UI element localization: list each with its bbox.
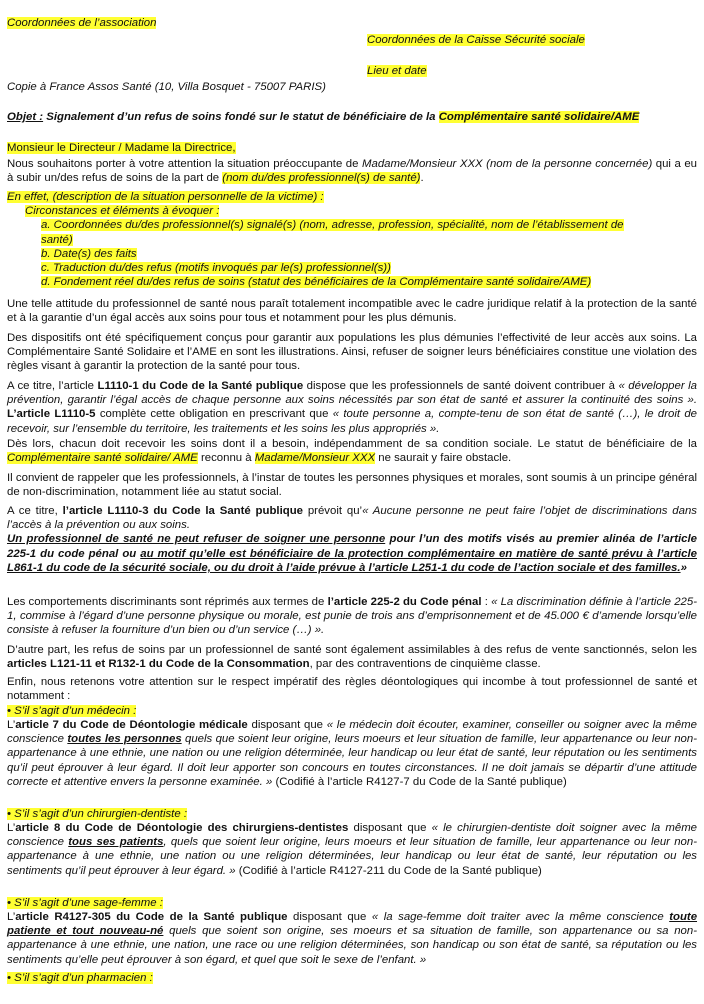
doctor-paragraph (7, 718, 697, 789)
association-coordinates (7, 16, 697, 30)
intro-text-f: . (420, 172, 424, 185)
dentist-quote-emphasis: tous ses patients (68, 836, 164, 849)
professional-name-placeholder: (nom du/des professionnel(s) de santé) (222, 172, 421, 185)
consumption-code-paragraph (7, 643, 697, 671)
p7-article-ref: l’article L1110-3 du Code la Santé publique (62, 505, 304, 517)
social-condition-paragraph (7, 437, 697, 465)
p4-text-c: dispose que les professionnels de santé doivent contribuer à (303, 380, 619, 392)
caisse-coordinates (367, 33, 585, 47)
dentist-text-a: L’ (7, 822, 16, 834)
midwife-bullet (7, 896, 697, 910)
doctor-text-c: disposant que (247, 719, 327, 731)
subject-label: Objet : (7, 111, 44, 123)
doctor-bullet (7, 704, 697, 718)
doctor-quote-a: « le médecin doit écouter, examiner, conseiller ou soigner avec la même conscience (7, 719, 697, 746)
p7-bold-text: pour l’un des motifs visés au premier alinéa de l’article 225-1 du code pénal ou (7, 533, 697, 560)
place-and-date (367, 64, 427, 78)
dentist-quote-b: , quels que soient leur origine, leurs moeurs et leur situation de famille, leur appartenance ou leur non-appartenance à une ethnie, une nation ou une religion déterminées, leur handicap ou leur état de santé, leur réputation ou les sentiments qu’il peut éprouver à leur égard. » (7, 836, 697, 877)
dentist-quote-a: « le chirurgien-dentiste doit soigner avec la même conscience (7, 822, 698, 849)
deontology-intro: Enfin, nous retenons votre attention sur le respect impératif des règles déontologiques qui incombe à tout professionnel de santé et notamment : (7, 676, 697, 703)
list-item-d: d. Fondement réel du/des refus de soins (statut des bénéficiaires de la Complémentaire santé solidaire/AME) (41, 276, 592, 289)
midwife-text-a: L’ (7, 911, 16, 923)
p8-quote: « La discrimination définie à l’article 225-1, commise à l’égard d’une personne physique ou morale, est punie de trois ans d’emprisonnement et de 45.000 € d’amende lorsqu’elle consiste à refuser la fourniture d’un bien ou d’un service (…) ». (7, 596, 697, 637)
subject-text: Signalement d’un refus de soins fondé sur le statut de bénéficiaire de la (43, 111, 439, 123)
salutation-text: Monsieur le Directeur / Madame la Directrice, (7, 142, 236, 154)
list-item-a-cont: santé) (41, 233, 73, 246)
p7-text-c: prévoit qu’ (303, 505, 363, 517)
subject-highlight: Complémentaire santé solidaire/AME (438, 111, 640, 123)
p5-text-c: reconnu à (197, 452, 255, 465)
p7-quote: « Aucune personne ne peut faire l’objet de discriminations dans l’accès à la prévention ou aux soins. (7, 505, 697, 532)
devices-paragraph: Des dispositifs ont été spécifiquement conçus pour garantir aux populations les plus démunies l’effectivité de leur accès aux soins. La Complémentaire Santé Solidaire et l’AME en sont les illustrations. Ainsi, refuser de soigner leurs bénéficiaires constitue une violation des règles visant à garantir la protection de la santé pour tous. (7, 332, 697, 373)
situation-block (7, 190, 697, 289)
article-l1110-paragraph (7, 379, 697, 436)
dentist-bullet-label: • S’il s’agit d’un chirurgien-dentiste : (7, 808, 187, 820)
p4-quote-2: « toute personne a, compte-tenu de son état de santé (…), le droit de recevoir, sur l’ensemble du territoire, les traitements et les soins les plus appropriés ». (7, 408, 698, 435)
article-l1110-3-paragraph (7, 504, 697, 575)
dentist-codification: (Codifié à l’article R4127-211 du Code de la Santé publique) (235, 864, 542, 877)
copy-recipient: Copie à France Assos Santé (10, Villa Bosquet - 75007 PARIS) (7, 81, 326, 93)
circumstances-heading: Circonstances et éléments à évoquer : (25, 205, 220, 218)
dentist-text-c: disposant que (348, 822, 432, 834)
doctor-codification: (Codifié à l’article R4127-7 du Code de la Santé publique) (272, 775, 567, 788)
p7-text-a: A ce titre, (7, 505, 63, 517)
p4-text-a: A ce titre, l’article (7, 380, 98, 392)
non-discrimination-paragraph: Il convient de rappeler que les professionnels, à l’instar de toutes les personnes physiques et morales, sont soumis à un principe général de non-discrimination, notamment liée au statut social. (7, 472, 697, 499)
doctor-quote-emphasis: toutes les personnes (67, 733, 182, 746)
doctor-bullet-label: • S’il s’agit d’un médecin : (7, 705, 137, 717)
situation-description: En effet, (description de la situation personnelle de la victime) : (7, 191, 324, 203)
intro-text-d: qui a eu à subir un/des refus de soins de la part de (7, 158, 698, 185)
p5-text-e: ne saurait y faire obstacle. (375, 452, 512, 465)
doctor-article-ref: article 7 du Code de Déontologie médicale (15, 719, 248, 731)
midwife-text-c: disposant que (287, 911, 372, 923)
midwife-paragraph (7, 910, 697, 967)
p4-text-f: complète cette obligation en prescrivant que (95, 408, 333, 421)
p8-article-ref: l’article 225-2 du Code pénal (327, 596, 482, 608)
pharmacist-bullet-label: • S’il s’agit d’un pharmacien : (7, 972, 153, 984)
p8-text-a: Les comportements discriminants sont réprimés aux termes de (7, 596, 328, 608)
pharmacist-bullet (7, 971, 697, 985)
place-date-placeholder: Lieu et date (367, 65, 427, 77)
midwife-quote-a: « la sage-femme doit traiter avec la même conscience (371, 911, 670, 923)
p5-text-a: Dès lors, chacun doit recevoir les soins dont il a besoin, indépendamment de sa condition sociale. Le statut de bénéficiaire de la (7, 438, 697, 450)
p4-article-ref: L1110-1 du Code de la Santé publique (97, 380, 304, 392)
midwife-quote-b: quels que soient son origine, ses moeurs et sa situation de famille, son appartenance ou sa non-appartenance à une ethnie, une nation, une race ou une religion déterminées, son handicap ou son état de santé, sa réputation ou les sentiments qu’elle peut éprouver à son égard, et quel que soit le sexe de l’enfant. » (7, 925, 698, 966)
caisse-placeholder: Coordonnées de la Caisse Sécurité sociale (367, 34, 585, 46)
p4-article-ref-2: L’article L1110-5 (7, 408, 96, 421)
list-item-c: c. Traduction du/des refus (motifs invoqués par le(s) professionnel(s)) (41, 262, 391, 275)
p5-highlight-name: Madame/Monsieur XXX (254, 452, 376, 465)
association-placeholder: Coordonnées de l’association (7, 17, 157, 29)
doctor-text-a: L’ (7, 719, 16, 731)
p5-highlight-status: Complémentaire santé solidaire/ AME (7, 452, 198, 465)
p8-text-c: : (481, 596, 492, 608)
midwife-quote-emphasis: toute patiente et tout nouveau-né (7, 911, 698, 938)
intro-paragraph (7, 157, 697, 185)
list-item-a: a. Coordonnées du/des professionnel(s) signalé(s) (nom, adresse, profession, spécialité, nom de l’établissement de (41, 219, 624, 232)
dentist-bullet (7, 807, 697, 821)
p9-text-c: , par des contraventions de cinquième classe. (309, 658, 541, 671)
subject-line (7, 110, 697, 124)
p9-article-ref: articles L121-11 et R132-1 du Code de la Consommation (7, 658, 310, 671)
midwife-bullet-label: • S’il s’agit d’une sage-femme : (7, 897, 163, 909)
incompatibility-paragraph: Une telle attitude du professionnel de santé nous paraît totalement incompatible avec le cadre juridique relatif à la protection de la santé et à la garantie d’un égal accès aux soins pour tous et notamment pour les plus démunis. (7, 298, 697, 325)
list-item-b: b. Date(s) des faits (41, 247, 137, 260)
dentist-article-ref: article 8 du Code de Déontologie des chirurgiens-dentistes (15, 822, 349, 834)
p7-closing-quote: » (680, 561, 687, 574)
p4-quote-1: « développer la prévention, garantir l’égal accès de chaque personne aux soins nécessités par son état de santé et assurer la continuité des soins ». (7, 380, 697, 407)
intro-text-c: (nom de la personne concernée) (482, 158, 653, 170)
p7-underlined-1: Un professionnel de santé ne peut refuser de soigner une personne (7, 533, 386, 546)
midwife-article-ref: article R4127-305 du Code de la Santé publique (15, 911, 288, 923)
p7-underlined-2: au motif qu’elle est bénéficiaire de la protection complémentaire en matière de santé prévu à l’article L861-1 du code de la sécurité sociale, ou du droit à l’aide prévue à l’article L251-1 du code de l’action sociale et des familles. (7, 547, 697, 574)
victim-name-placeholder: Madame/Monsieur XXX (362, 158, 483, 170)
intro-text-a: Nous souhaitons porter à votre attention la situation préoccupante de (7, 158, 362, 170)
penal-code-paragraph (7, 595, 697, 638)
dentist-paragraph (7, 821, 697, 878)
salutation (7, 141, 697, 155)
p9-text-a: D’autre part, les refus de soins par un professionnel de santé sont également assimilables à des refus de vente sanctionnés, selon les (7, 644, 697, 656)
doctor-quote-b: quels que soient leur origine, leurs moeurs et leur situation de famille, leur appartenance ou leur non-appartenance à une ethnie, une nation ou une religion déterminée, leur handicap ou leur état de santé, leur réputation ou les sentiments qu’il peut éprouver à leur égard. Il doit leur apporter son concours en toutes circonstances. Il ne doit jamais se départir d’une attitude correcte et attentive envers la personne examinée. » (7, 733, 697, 788)
